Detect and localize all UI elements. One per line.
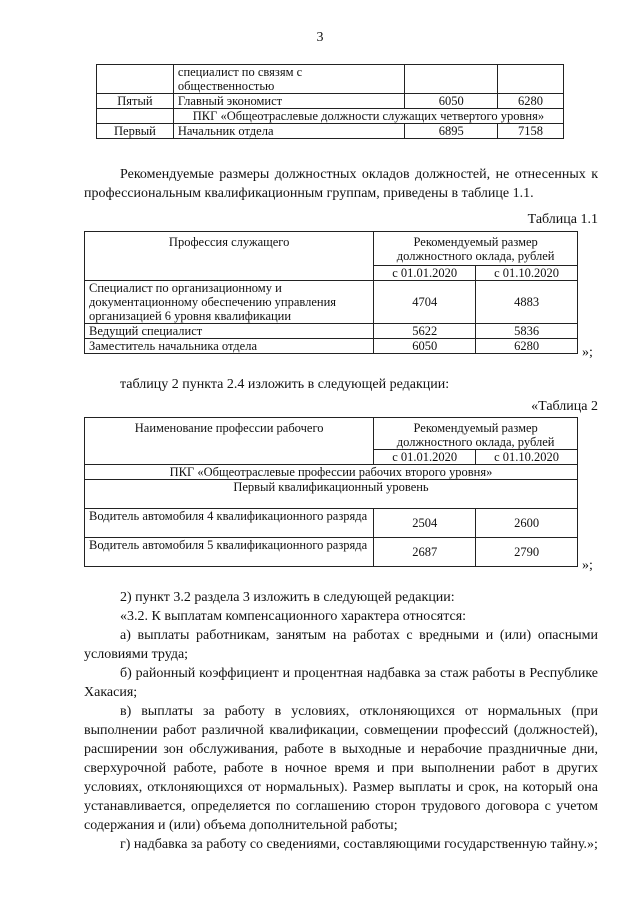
group-title: ПКГ «Общеотраслевые профессии рабочих второго уровня» [85, 465, 578, 480]
cell-position: Главный экономист [173, 94, 404, 109]
paragraph-b: б) районный коэффициент и процентная надбавка за стаж работы в Республике Хакасия; [84, 666, 598, 700]
table-row [97, 65, 564, 94]
cell-salary-1 [405, 65, 498, 94]
cell-salary-2: 6280 [498, 94, 564, 109]
paragraph-3-2: «3.2. К выплатам компенсационного характера относятся: [120, 609, 467, 624]
cell-name: Ведущий специалист [85, 324, 374, 339]
table-row [85, 509, 578, 538]
cell-salary-2 [498, 65, 564, 94]
header-profession: Профессия служащего [85, 232, 374, 281]
cell-level [97, 65, 174, 94]
table-group-row [85, 465, 578, 480]
cell-salary-1: 5622 [374, 324, 476, 339]
cell-salary-1: 6050 [405, 94, 498, 109]
item-2: 2) пункт 3.2 раздела 3 изложить в следующей редакции: [120, 590, 455, 605]
header-date-1: с 01.01.2020 [374, 450, 476, 465]
cell-level: Пятый [97, 94, 174, 109]
table-level-row [85, 480, 578, 509]
paragraph-a: а) выплаты работникам, занятым на работах с вредными и (или) опасными условиями труда; [84, 628, 598, 662]
cell-salary-1: 6050 [374, 339, 476, 354]
paragraph-2: таблицу 2 пункта 2.4 изложить в следующей редакции: [120, 377, 450, 392]
header-profession: Наименование профессии рабочего [85, 418, 374, 465]
table-top [96, 64, 564, 139]
cell-name: Специалист по организационному и документационному обеспечению управления организацией 6 уровня квалификации [85, 281, 374, 324]
cell-position: специалист по связям с общественностью [173, 65, 404, 94]
cell-salary-2: 6280 [476, 339, 578, 354]
paragraph-1: Рекомендуемые размеры должностных окладов должностей, не отнесенных к профессиональным квалификационным группам, приведены в таблице 1.1. [84, 167, 598, 201]
paragraph-g: г) надбавка за работу со сведениями, составляющими государственную тайну.»; [120, 837, 598, 852]
cell-salary-1: 4704 [374, 281, 476, 324]
table-row [85, 281, 578, 324]
cell-level: Первый [97, 124, 174, 139]
cell-salary-2: 7158 [498, 124, 564, 139]
header-salary: Рекомендуемый размер должностного оклада, рублей [374, 418, 578, 450]
cell-salary-2: 5836 [476, 324, 578, 339]
table-2 [84, 417, 578, 567]
table-2-caption: «Таблица 2 [531, 399, 598, 414]
table-row [97, 124, 564, 139]
cell-salary-2: 2600 [476, 509, 578, 538]
table-group-row [97, 109, 564, 124]
cell-salary-1: 6895 [405, 124, 498, 139]
header-date-1: с 01.01.2020 [374, 266, 476, 281]
cell-salary-1: 2687 [374, 538, 476, 567]
page-number: 3 [316, 30, 324, 45]
paragraph-c: в) выплаты за работу в условиях, отклоняющихся от нормальных (при выполнении работ различной квалификации, совмещении профессий (должностей), расширении зон обслуживания, работе в выходные и нерабочие праздничные дни, сверхурочной работе, работе в ночное время и при выполнении работ в других условиях, отклоняющихся от нормальных). Размер выплаты и срок, на который она устанавливается, определяется по соглашению сторон трудового договора с учетом содержания и (или) объема дополнительной работы; [84, 704, 598, 833]
table-1-1-caption: Таблица 1.1 [527, 212, 598, 227]
level-title: Первый квалификационный уровень [85, 480, 578, 509]
cell-name: Заместитель начальника отдела [85, 339, 374, 354]
cell-name: Водитель автомобиля 5 квалификационного разряда [85, 538, 374, 567]
cell-salary-1: 2504 [374, 509, 476, 538]
header-date-2: с 01.10.2020 [476, 450, 578, 465]
header-date-2: с 01.10.2020 [476, 266, 578, 281]
cell-salary-2: 2790 [476, 538, 578, 567]
cell-name: Водитель автомобиля 4 квалификационного разряда [85, 509, 374, 538]
text-section [84, 588, 598, 854]
cell-salary-2: 4883 [476, 281, 578, 324]
header-salary: Рекомендуемый размер должностного оклада, рублей [374, 232, 578, 266]
table-2-closing: »; [582, 558, 593, 573]
table-1-1-closing: »; [582, 345, 593, 360]
table-row [85, 339, 578, 354]
table-row [85, 324, 578, 339]
cell-position: Начальник отдела [173, 124, 404, 139]
table-row [85, 538, 578, 567]
table-row [97, 94, 564, 109]
group-title: ПКГ «Общеотраслевые должности служащих четвертого уровня» [173, 109, 563, 124]
table-1-1 [84, 231, 578, 354]
